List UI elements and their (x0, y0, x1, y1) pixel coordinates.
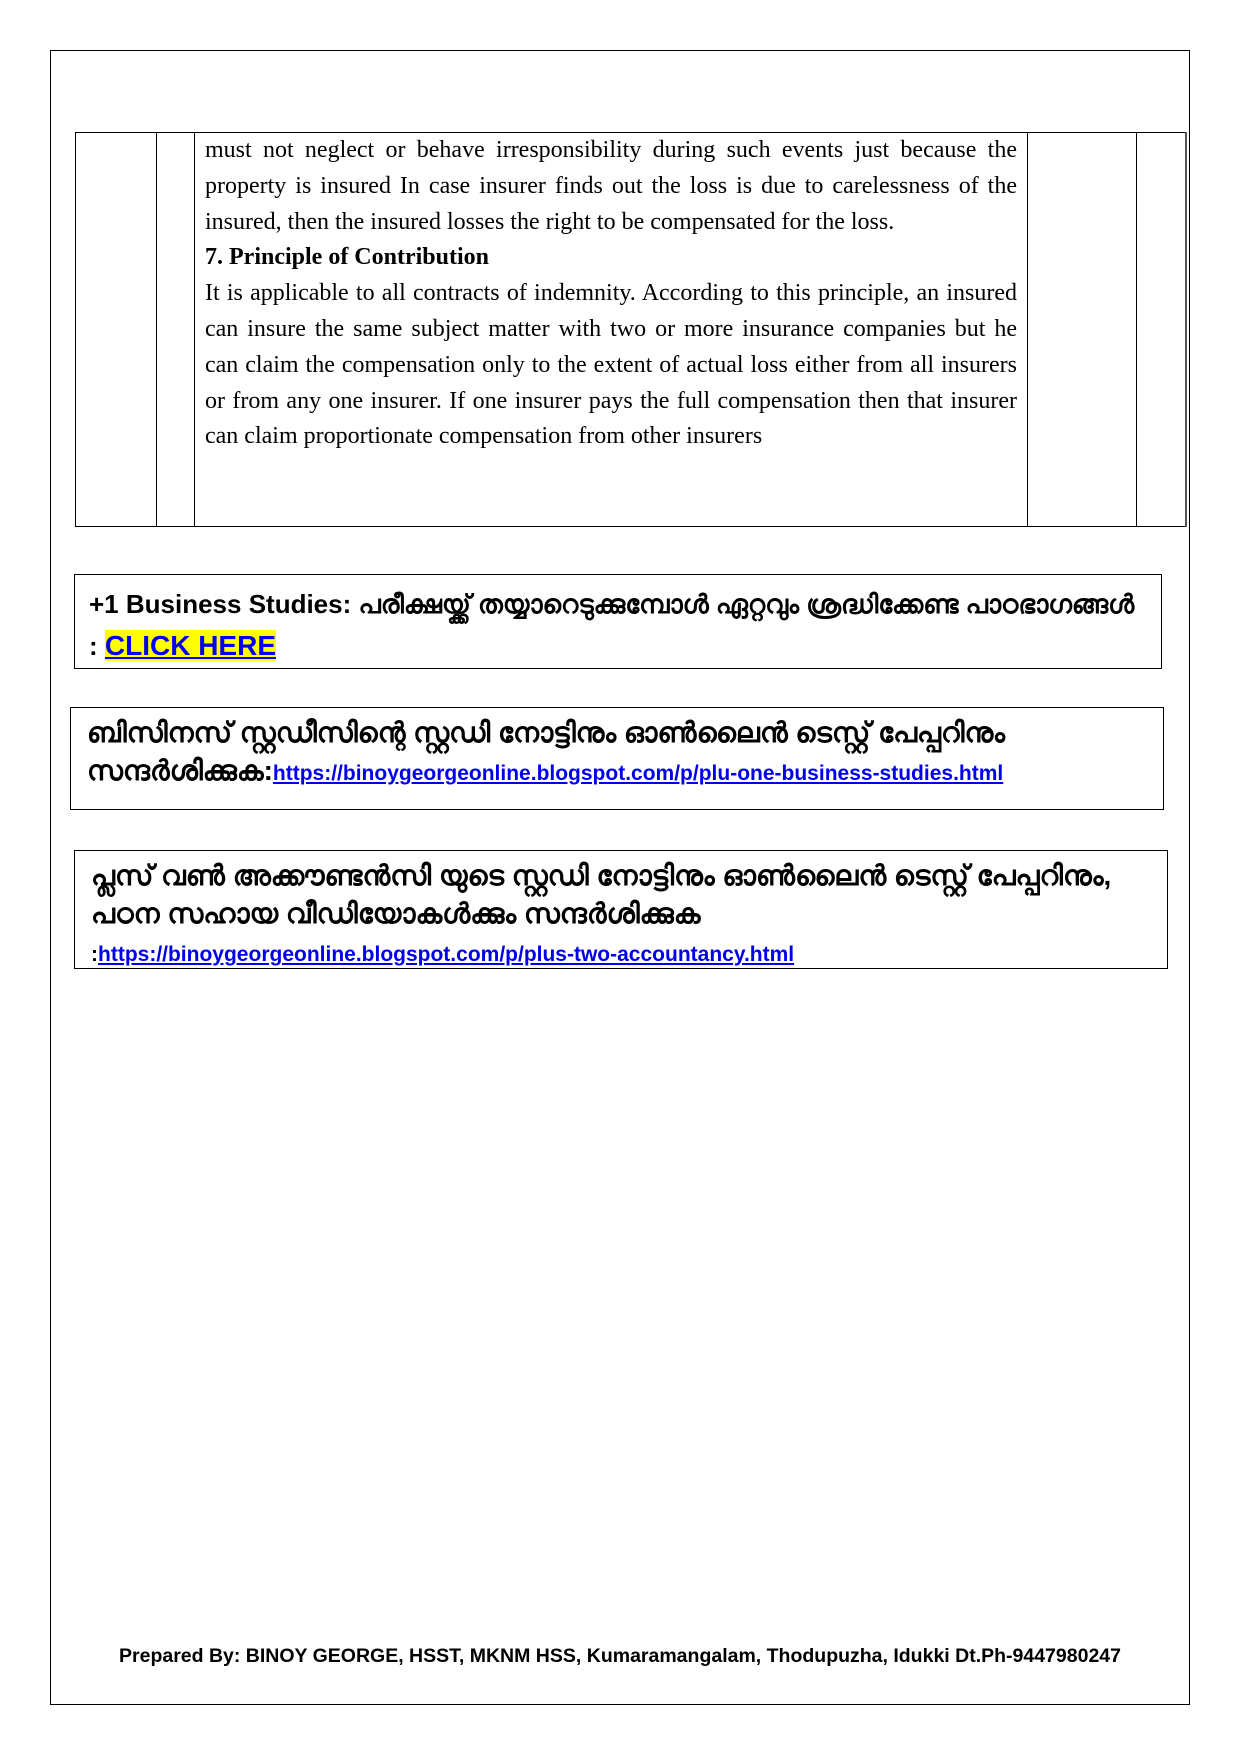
box3-text: പ്ലസ് വൺ അക്കൗണ്ടൻസി യുടെ സ്റ്റഡി നോട്ടിനും ഓൺലൈൻ ടെസ്റ്റ് പേപ്പറിനും, പഠന സഹായ വീഡിയോകൾക്കും സന്ദർശിക്കുക (91, 860, 1112, 929)
box2-text: ബിസിനസ് സ്റ്റഡീസിന്റെ സ്റ്റഡി നോട്ടിനും ഓൺലൈൻ ടെസ്റ്റ് പേപ്പറിനും സന്ദർശിക്കുക: (87, 717, 1005, 786)
footer-credit: Prepared By: BINOY GEORGE, HSST, MKNM HSS, Kumaramangalam, Thodupuzha, Idukki Dt.Ph-9447980247 (119, 1645, 1121, 1667)
accountancy-url-link[interactable]: https://binoygeorgeonline.blogspot.com/p/plus-two-accountancy.html (98, 943, 795, 966)
table-cell-empty (1137, 133, 1187, 527)
table-cell-empty (157, 133, 195, 527)
principle-text: It is applicable to all contracts of indemnity. According to this principle, an insured can insure the same subject matter with two or more insurance companies but he can claim the compensation only to the extent of actual loss either from all insurers or from any one insurer. If one insurer pays the full compensation then that insurer can claim proportionate compensation from other insurers (205, 280, 1017, 450)
business-studies-notes-box (70, 707, 1164, 810)
table-row (76, 133, 1187, 527)
principle-heading: 7. Principle of Contribution (205, 244, 490, 271)
business-studies-link-box (74, 574, 1162, 669)
content-table (75, 132, 1187, 527)
click-here-link[interactable]: CLICK HERE (104, 630, 277, 661)
paragraph-continuation: must not neglect or behave irresponsibility during such events just because the property is insured In case insurer finds out the loss is due to carelessness of the insured, then the insured losses the right to be compensated for the loss. (205, 137, 1017, 235)
business-studies-url-link[interactable]: https://binoygeorgeonline.blogspot.com/p/plu-one-business-studies.html (272, 762, 1004, 785)
box1-text: +1 Business Studies: പരീക്ഷയ്ക്ക് തയ്യാറെടുക്കുമ്പോൾ ഏറ്റവും ശ്രദ്ധിക്കേണ്ട പാഠഭാഗങ്ങൾ : (89, 589, 1135, 661)
table-cell-empty (1028, 133, 1137, 527)
box3-prefix: : (91, 943, 98, 966)
accountancy-notes-box (74, 850, 1168, 969)
table-cell-content (195, 133, 1028, 527)
table-cell-empty (76, 133, 157, 527)
